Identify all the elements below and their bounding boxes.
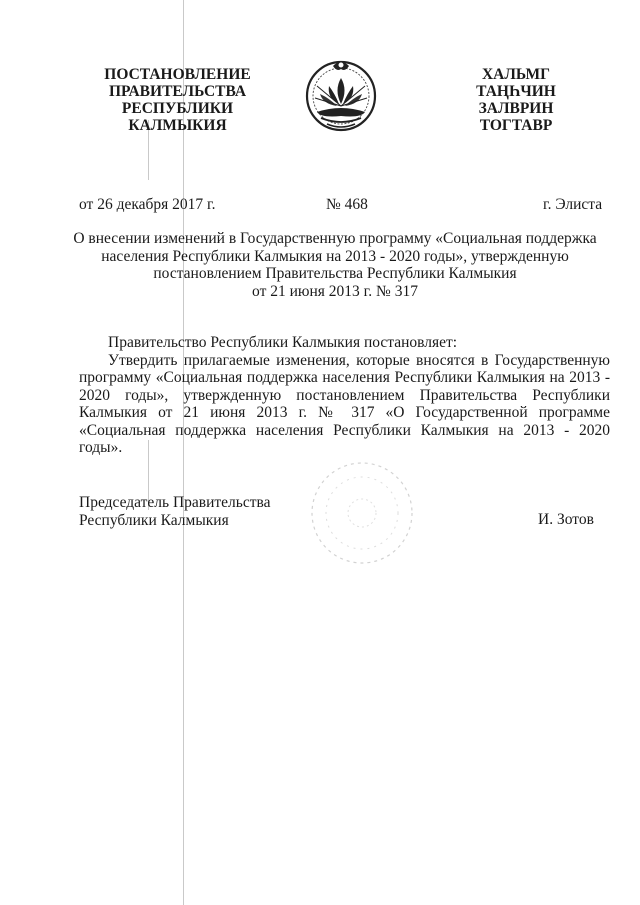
title-line: постановлением Правительства Республики Калмыкия	[153, 265, 517, 282]
title-line: населения Республики Калмыкия на 2013 - 2020 годы», утвержденную	[101, 247, 569, 265]
signatory-position-line: Председатель Правительства	[79, 494, 271, 511]
document-date: от 26 декабря 2017 г.	[79, 196, 216, 213]
faint-official-stamp-icon	[306, 455, 418, 573]
header-left-line: РЕСПУБЛИКИ	[121, 100, 234, 117]
signatory-name: И. Зотов	[538, 511, 594, 528]
document-number: № 468	[326, 196, 368, 213]
header-right-line: ЗАЛВРИН	[478, 100, 554, 117]
header-left-line: ПОСТАНОВЛЕНИЕ	[104, 66, 251, 83]
header-right-block	[446, 66, 586, 134]
header-right-line: ХАЛЬМГ	[481, 66, 551, 83]
document-body	[79, 334, 610, 457]
body-intro: Правительство Республики Калмыкия постановляет:	[108, 334, 458, 351]
title-line: О внесении изменений в Государственную программу «Социальная поддержка	[73, 230, 597, 247]
header-left-block	[90, 66, 265, 134]
title-line: от 21 июня 2013 г. № 317	[252, 282, 418, 300]
document-city: г. Элиста	[543, 196, 603, 213]
signatory-position	[79, 494, 271, 529]
header-left-line: КАЛМЫКИЯ	[128, 117, 227, 134]
document-title	[70, 230, 600, 300]
header-right-line: ТАҢҺЧИН	[476, 83, 556, 100]
kalmykia-coat-of-arms-icon	[303, 56, 379, 136]
body-main-paragraph: Утвердить прилагаемые изменения, которые вносятся в Государственную программу «Социальная поддержка населения Республики Калмыкия на 2013 - 2020 годы», утвержденную постановлением Правительства Республики Калмыкия от 21 июня 2013 г. № 317 «О Государственной программе «Социальная поддержка населения Республики Калмыкия на 2013 - 2020 годы».	[79, 351, 610, 456]
header-right-line: ТОГТАВР	[479, 117, 553, 134]
signatory-position-line: Республики Калмыкия	[79, 511, 229, 529]
header-left-line: ПРАВИТЕЛЬСТВА	[108, 83, 247, 100]
